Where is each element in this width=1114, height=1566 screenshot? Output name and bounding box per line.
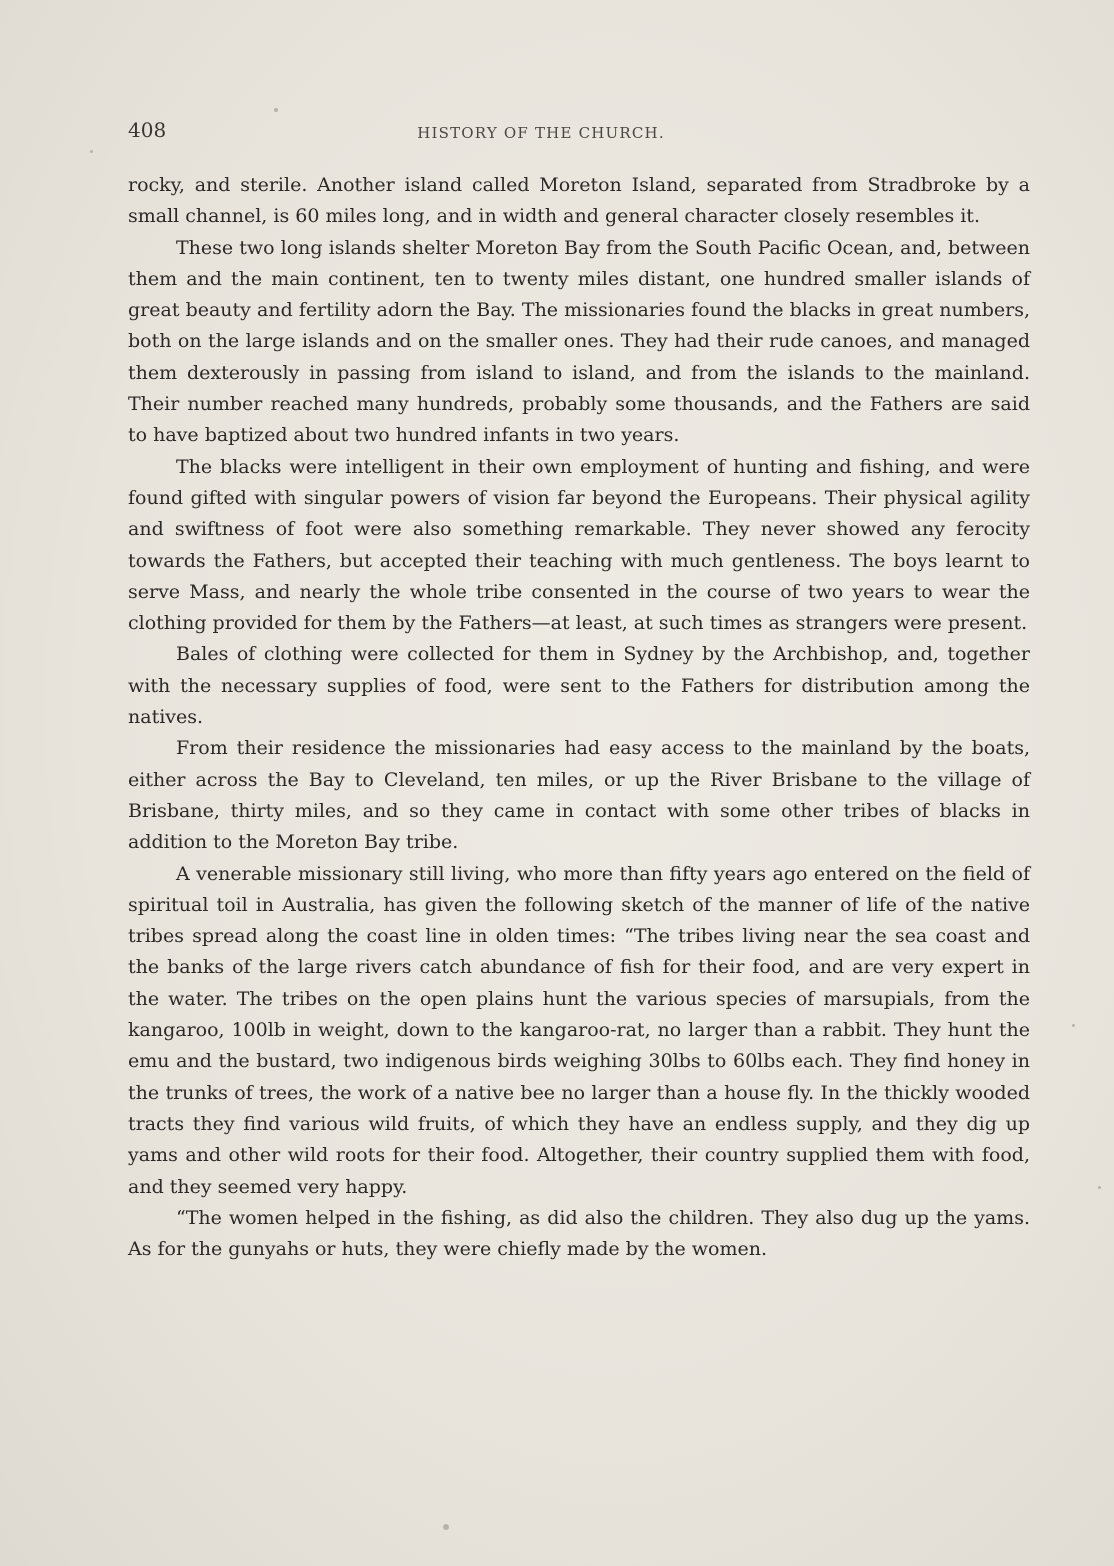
paragraph: A venerable missionary still living, who more than fifty years ago entered on the field of spiritual toil in Australia, has given the following sketch of the manner of life of the native tribes spread along the coast line in olden times: “The tribes living near the sea coast and the banks of the large rivers catch abundance of fish for their food, and are very expert in the water. The tribes on the open plains hunt the various species of marsupials, from the kangaroo, 100lb in weight, down to the kangaroo-rat, no larger than a rabbit. They hunt the emu and the bustard, two indigenous birds weighing 30lbs to 60lbs each. They find honey in the trunks of trees, the work of a native bee no larger than a house fly. In the thickly wooded tracts they find various wild fruits, of which they have an endless supply, and they dig up yams and other wild roots for their food. Altogether, their country supplied them with food, and they seemed very happy. xyxy=(128,862,1030,1198)
paragraph: The blacks were intelligent in their own employment of hunting and fishing, and were found gifted with singular powers of vision far beyond the Europeans. Their physical agility and swiftness of foot were also something remarkable. They never showed any ferocity towards the Fathers, but accepted their teaching with much gentleness. The boys learnt to serve Mass, and nearly the whole tribe consented in the course of two years to wear the clothing provided for them by the Fathers—at least, at such times as strangers were present. xyxy=(128,455,1030,635)
paper-speck xyxy=(274,108,278,112)
body-text xyxy=(128,170,1030,1265)
paragraph: From their residence the missionaries had easy access to the mainland by the boats, either across the Bay to Cleveland, ten miles, or up the River Brisbane to the village of Brisbane, thirty miles, and so they came in contact with some other tribes of blacks in addition to the Moreton Bay tribe. xyxy=(128,737,1030,854)
paragraph: Bales of clothing were collected for them in Sydney by the Archbishop, and, together with the necessary supplies of food, were sent to the Fathers for distribution among the natives. xyxy=(128,643,1030,729)
paragraph: “The women helped in the fishing, as did also the children. They also dug up the yams. As for the gunyahs or huts, they were chiefly made by the women. xyxy=(128,1206,1030,1261)
paper-speck xyxy=(1072,1024,1075,1027)
paper-speck xyxy=(443,1524,449,1530)
paragraph: These two long islands shelter Moreton Bay from the South Pacific Ocean, and, between them and the main continent, ten to twenty miles distant, one hundred smaller islands of great beauty and fertility adorn the Bay. The missionaries found the blacks in great numbers, both on the large islands and on the smaller ones. They had their rude canoes, and managed them dexterously in passing from island to island, and from the islands to the mainland. Their number reached many hundreds, probably some thousands, and the Fathers are said to have baptized about two hundred infants in two years. xyxy=(128,236,1030,447)
paragraph-continued: rocky, and sterile. Another island called Moreton Island, separated from Stradbroke by a small channel, is 60 miles long, and in width and general character closely resembles it. xyxy=(128,174,1030,228)
paper-speck xyxy=(90,150,93,153)
running-title: HISTORY OF THE CHURCH. xyxy=(417,124,665,142)
paper-speck xyxy=(1098,1186,1101,1189)
page-header xyxy=(128,118,1030,148)
page-number: 408 xyxy=(128,118,167,142)
